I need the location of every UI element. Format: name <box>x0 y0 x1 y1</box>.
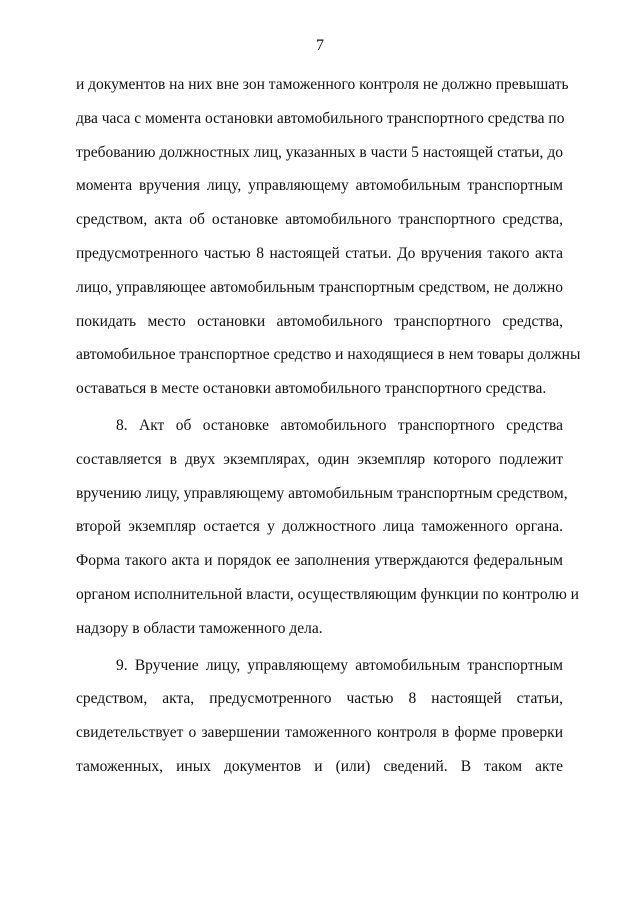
text-line: средством, акта, предусмотренного частью 8 настоящей статьи, <box>76 690 563 708</box>
text-line: вручению лицу, управляющему автомобильным транспортным средством, <box>76 484 568 502</box>
text-line: лицо, управляющее автомобильным транспортным средством, не должно <box>76 278 563 296</box>
text-line: средством, акта об остановке автомобильного транспортного средства, <box>76 211 563 229</box>
page-number: 7 <box>316 37 324 54</box>
text-line: Форма такого акта и порядок ее заполнения утверждаются федеральным <box>76 552 563 570</box>
text-line: органом исполнительной власти, осуществляющим функции по контролю и <box>76 585 579 603</box>
text-line: требованию должностных лиц, указанных в части 5 настоящей статьи, до <box>76 143 563 161</box>
text-line: предусмотренного частью 8 настоящей статьи. До вручения такого акта <box>76 244 563 262</box>
paragraph-continuation <box>76 68 581 406</box>
text-line: два часа с момента остановки автомобильного транспортного средства по <box>76 109 565 127</box>
document-body <box>76 68 581 784</box>
text-line: 9. Вручение лицу, управляющему автомобильным транспортным <box>116 656 563 674</box>
text-line: второй экземпляр остается у должностного лица таможенного органа. <box>76 518 563 536</box>
text-line: оставаться в месте остановки автомобильного транспортного средства. <box>76 380 547 398</box>
text-line: 8. Акт об остановке автомобильного транспортного средства <box>116 416 563 434</box>
text-line: надзору в области таможенного дела. <box>76 619 323 637</box>
text-line: свидетельствует о завершении таможенного контроля в форме проверки <box>76 724 563 742</box>
text-line: составляется в двух экземплярах, один экземпляр которого подлежит <box>76 450 563 468</box>
text-line: автомобильное транспортное средство и находящиеся в нем товары должны <box>76 346 581 364</box>
paragraph-8 <box>76 409 579 646</box>
text-line: и документов на них вне зон таможенного контроля не должно превышать <box>76 76 569 93</box>
text-line: момента вручения лицу, управляющему автомобильным транспортным <box>76 177 563 195</box>
text-line: покидать место остановки автомобильного транспортного средства, <box>76 312 563 330</box>
paragraph-9 <box>76 649 563 784</box>
text-line: таможенных, иных документов и (или) сведений. В таком акте <box>76 757 563 775</box>
